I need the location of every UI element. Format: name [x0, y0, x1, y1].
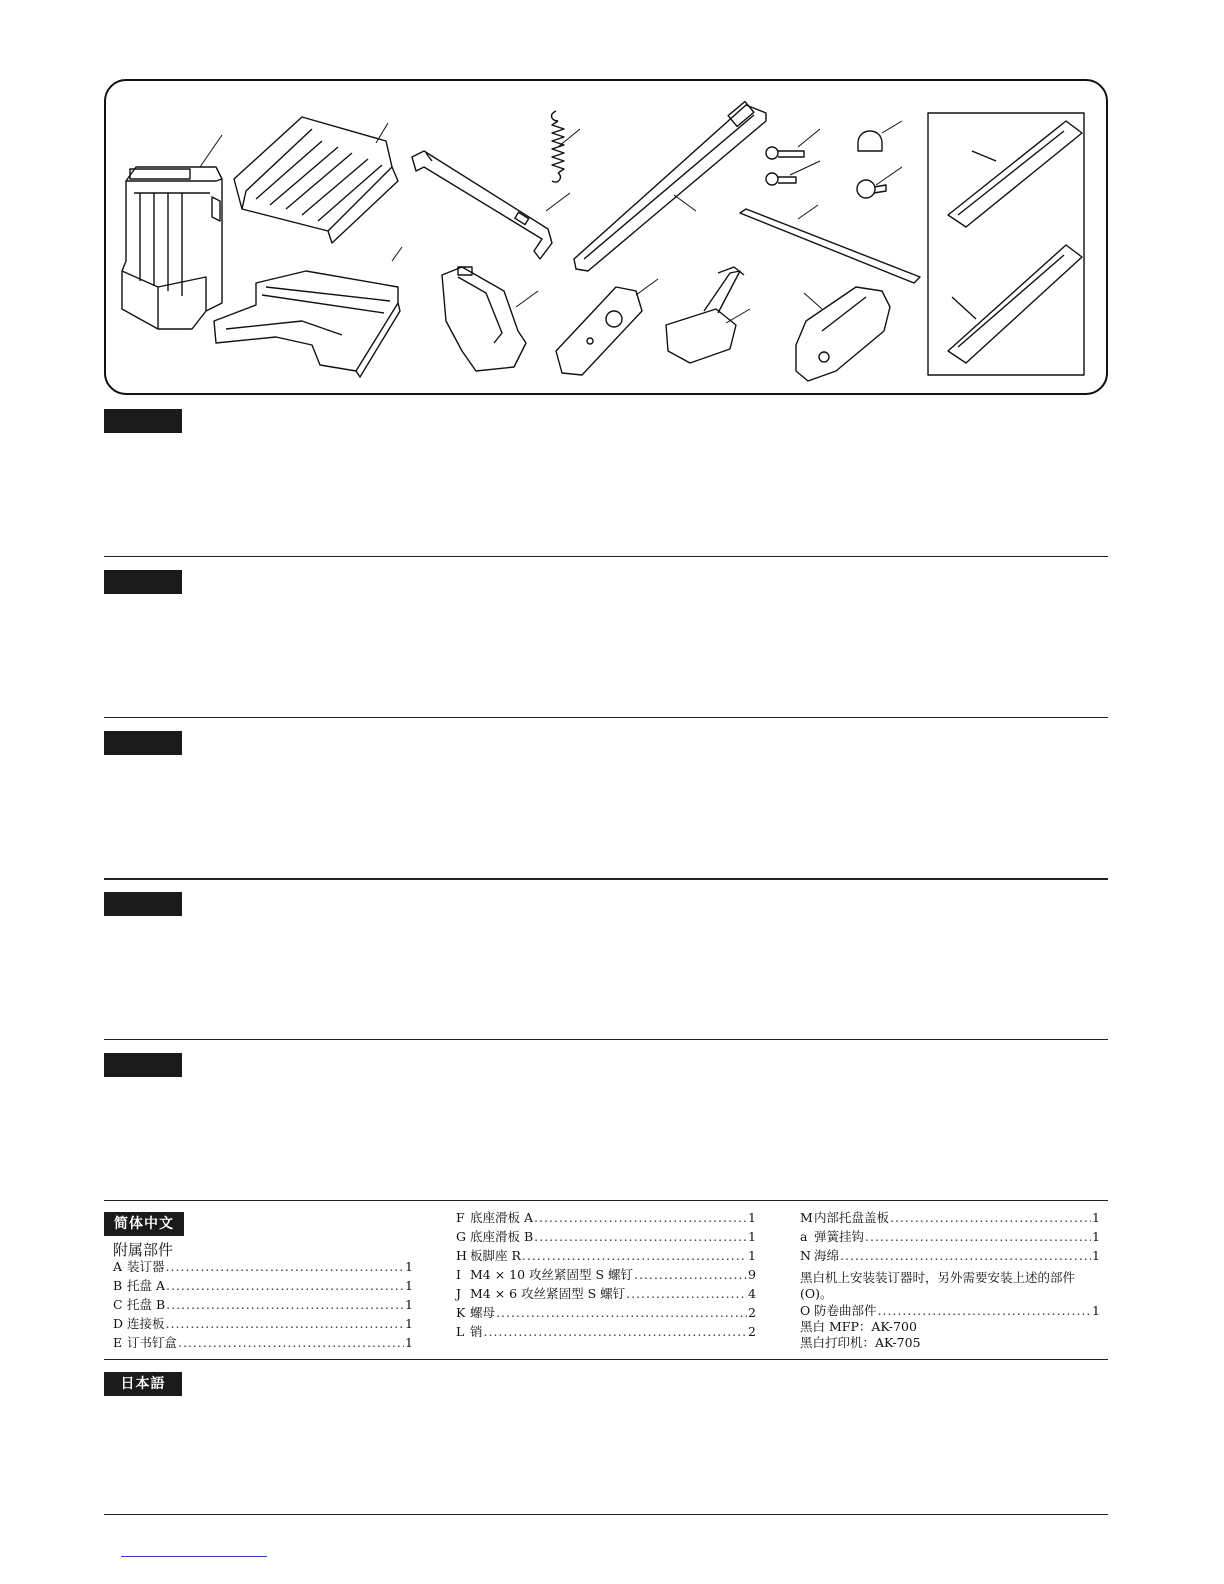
language-tag-4 — [104, 892, 182, 916]
anti-curl-inset-drawing — [928, 113, 1084, 375]
section-divider — [104, 878, 1108, 880]
list-item: F 底座滑板 A ..... 1 — [456, 1208, 756, 1227]
section-divider — [104, 1200, 1108, 1201]
language-tag-simplified-chinese: 简体中文 — [104, 1212, 184, 1236]
list-item: H 板脚座 R ..... 1 — [456, 1246, 756, 1265]
parts-list-heading: 附属部件 — [113, 1241, 174, 1259]
rear-cover-drawing — [796, 287, 890, 381]
parts-list-column-1 — [113, 1257, 413, 1352]
language-tag-3 — [104, 731, 182, 755]
list-item: a 弹簧挂钩 ..... 1 — [800, 1227, 1100, 1246]
list-item: G 底座滑板 B ..... 1 — [456, 1227, 756, 1246]
parts-illustration — [106, 81, 1110, 397]
foot-drawing — [666, 267, 744, 363]
section-divider — [104, 1039, 1108, 1040]
tray-b-drawing — [214, 271, 400, 377]
section-divider — [104, 556, 1108, 557]
list-item: D 连接板 ..... 1 — [113, 1314, 413, 1333]
list-item: L 销 ..... 2 — [456, 1322, 756, 1341]
screws-drawing — [766, 131, 886, 198]
language-tag-1 — [104, 409, 182, 433]
list-item: C 托盘 B ..... 1 — [113, 1295, 413, 1314]
base-slide-b-drawing — [556, 287, 642, 375]
list-item: I M4 × 10 攻丝紧固型 S 螺钉 ..... 9 — [456, 1265, 756, 1284]
section-divider — [104, 1359, 1108, 1360]
parts-list-extra — [800, 1301, 1100, 1320]
printer-model-note: 黑白打印机：AK-705 — [800, 1335, 921, 1350]
language-tag-japanese: 日本語 — [104, 1372, 182, 1396]
footer-link-underline — [121, 1556, 267, 1557]
list-item: N 海绵 ..... 1 — [800, 1246, 1100, 1265]
installation-note: 黑白机上安装装订器时，另外需要安装上述的部件 (O)。 — [800, 1270, 1076, 1301]
list-item: K 螺母 ..... 2 — [456, 1303, 756, 1322]
connecting-plate-drawing — [412, 151, 552, 259]
list-item: B 托盘 A ..... 1 — [113, 1276, 413, 1295]
list-item: J M4 × 6 攻丝紧固型 S 螺钉 ..... 4 — [456, 1284, 756, 1303]
parts-list-column-2 — [456, 1208, 756, 1341]
language-tag-5 — [104, 1053, 182, 1077]
section-divider — [104, 717, 1108, 718]
stapler-unit-drawing — [122, 167, 222, 329]
spring-drawing — [552, 111, 564, 182]
language-tag-2 — [104, 570, 182, 594]
list-item: O 防卷曲部件 ..... 1 — [800, 1301, 1100, 1320]
long-rail-drawing — [574, 102, 766, 271]
tray-a-drawing — [234, 117, 398, 243]
list-item: M 内部托盘盖板 ..... 1 — [800, 1208, 1100, 1227]
parts-figure — [104, 79, 1108, 395]
mfp-model-note: 黑白 MFP：AK-700 — [800, 1319, 917, 1334]
parts-list-column-3 — [800, 1208, 1100, 1265]
base-slide-a-drawing — [442, 267, 526, 371]
section-divider — [104, 1514, 1108, 1515]
rod-drawing — [740, 209, 920, 283]
list-item: E 订书钉盒 ..... 1 — [113, 1333, 413, 1352]
list-item: A 装订器 ..... 1 — [113, 1257, 413, 1276]
